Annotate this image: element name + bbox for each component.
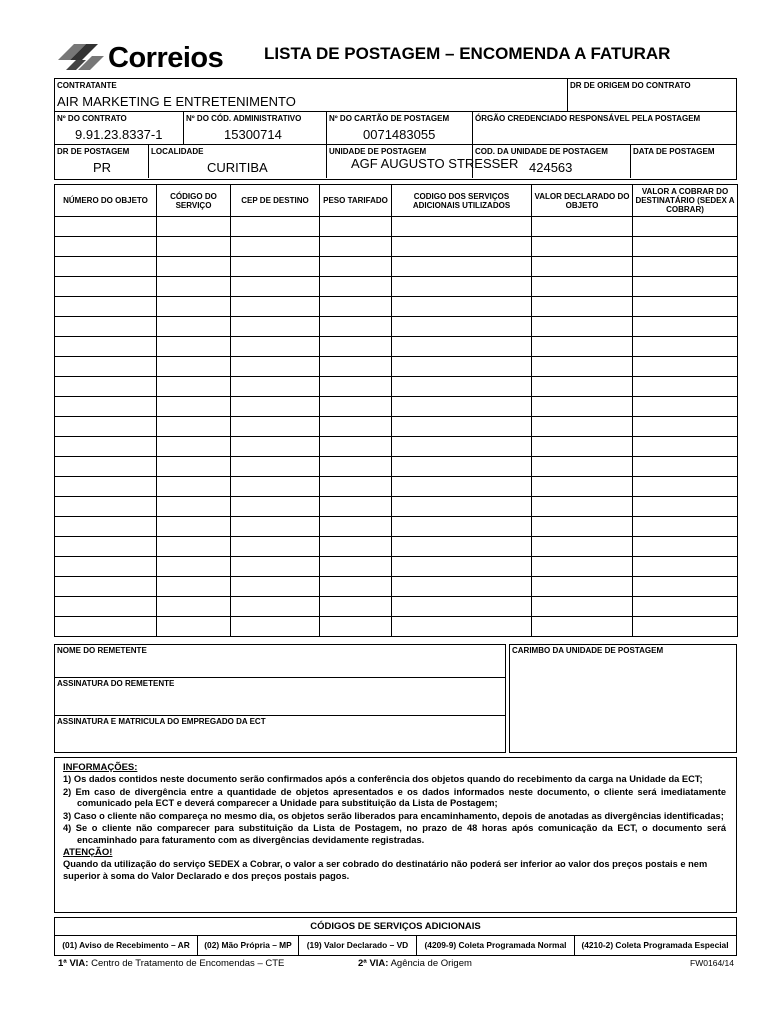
table-cell[interactable]	[392, 497, 532, 517]
dr-postagem-cell[interactable]	[55, 145, 149, 178]
table-cell[interactable]	[633, 377, 738, 397]
table-row	[55, 337, 738, 357]
table-cell[interactable]	[157, 237, 231, 257]
table-row	[55, 617, 738, 637]
table-cell[interactable]	[55, 277, 157, 297]
table-cell[interactable]	[231, 357, 320, 377]
table-cell[interactable]	[320, 497, 392, 517]
cartao-label: Nº DO CARTÃO DE POSTAGEM	[329, 114, 450, 123]
table-cell[interactable]	[157, 257, 231, 277]
table-cell[interactable]	[633, 517, 738, 537]
table-cell[interactable]	[157, 617, 231, 637]
carimbo-block[interactable]	[509, 644, 737, 753]
table-cell[interactable]	[320, 297, 392, 317]
table-cell[interactable]	[633, 417, 738, 437]
table-cell[interactable]	[633, 617, 738, 637]
table-cell[interactable]	[532, 317, 633, 337]
dr-origem-cell[interactable]	[568, 79, 736, 112]
table-cell[interactable]	[633, 397, 738, 417]
table-cell[interactable]	[231, 277, 320, 297]
table-cell[interactable]	[392, 617, 532, 637]
table-cell[interactable]	[231, 317, 320, 337]
via2-text: Agência de Origem	[390, 958, 472, 969]
localidade-value: CURITIBA	[207, 160, 268, 175]
table-cell[interactable]	[633, 217, 738, 237]
table-cell[interactable]	[157, 577, 231, 597]
table-cell[interactable]	[231, 377, 320, 397]
table-cell[interactable]	[392, 397, 532, 417]
table-cell[interactable]	[320, 277, 392, 297]
codigo-item: (02) Mão Própria – MP	[198, 935, 299, 955]
table-cell[interactable]	[320, 257, 392, 277]
table-cell[interactable]	[320, 417, 392, 437]
table-cell[interactable]	[633, 297, 738, 317]
table-cell[interactable]	[320, 317, 392, 337]
codigo-item: (4210-2) Coleta Programada Especial	[581, 940, 729, 950]
table-row	[55, 497, 738, 517]
table-cell[interactable]	[55, 237, 157, 257]
column-header: CEP DE DESTINO	[231, 185, 320, 217]
table-cell[interactable]	[55, 457, 157, 477]
dr-origem-label: DR DE ORIGEM DO CONTRATO	[570, 81, 691, 90]
atencao-text: Quando da utilização do serviço SEDEX a Cobrar, o valor a ser cobrado do destinatário não poderá ser inferior ao valor dos preços postais e nem superior à soma do Valor Declarado e dos preços postais pagos.	[63, 859, 708, 881]
assinatura-remetente-label: ASSINATURA DO REMETENTE	[57, 679, 175, 688]
table-cell[interactable]	[392, 257, 532, 277]
localidade-label: LOCALIDADE	[151, 147, 204, 156]
cod-unidade-label: COD. DA UNIDADE DE POSTAGEM	[475, 147, 608, 156]
cod-adm-cell[interactable]	[184, 112, 327, 145]
codigo-item: (19) Valor Declarado – VD	[299, 935, 417, 955]
page-title: LISTA DE POSTAGEM – ENCOMENDA A FATURAR	[264, 44, 671, 63]
table-cell[interactable]	[231, 557, 320, 577]
table-cell[interactable]	[532, 417, 633, 437]
assinatura-empregado-label: ASSINATURA E MATRICULA DO EMPREGADO DA ECT	[57, 717, 266, 726]
table-row	[55, 597, 738, 617]
table-cell[interactable]	[633, 537, 738, 557]
table-cell[interactable]	[157, 297, 231, 317]
table-cell[interactable]	[392, 557, 532, 577]
table-cell[interactable]	[532, 597, 633, 617]
table-cell[interactable]	[231, 497, 320, 517]
table-cell[interactable]	[532, 277, 633, 297]
table-cell[interactable]	[392, 217, 532, 237]
table-row	[55, 377, 738, 397]
table-cell[interactable]	[157, 377, 231, 397]
table-cell[interactable]	[157, 457, 231, 477]
table-cell[interactable]	[532, 617, 633, 637]
table-cell[interactable]	[231, 457, 320, 477]
cod-unidade-value: 424563	[529, 160, 573, 175]
table-cell[interactable]	[55, 517, 157, 537]
table-cell[interactable]	[532, 397, 633, 417]
table-cell[interactable]	[157, 477, 231, 497]
table-cell[interactable]	[392, 237, 532, 257]
table-cell[interactable]	[320, 437, 392, 457]
column-header: PESO TARIFADO	[320, 185, 392, 217]
codigos-block	[54, 917, 737, 956]
table-cell[interactable]	[231, 517, 320, 537]
table-cell[interactable]	[55, 597, 157, 617]
column-header: CODIGO DOS SERVIÇOS ADICIONAIS UTILIZADOS	[392, 185, 532, 217]
table-cell[interactable]	[532, 577, 633, 597]
orgao-cell[interactable]	[473, 112, 736, 145]
table-row	[55, 217, 738, 237]
assinatura-remetente-field[interactable]	[55, 678, 505, 716]
table-cell[interactable]	[633, 317, 738, 337]
table-cell[interactable]	[231, 257, 320, 277]
table-cell[interactable]	[320, 557, 392, 577]
table-cell[interactable]	[231, 217, 320, 237]
form-code: FW0164/14	[690, 958, 734, 968]
table-row	[55, 257, 738, 277]
table-cell[interactable]	[392, 537, 532, 557]
table-cell[interactable]	[633, 577, 738, 597]
table-cell[interactable]	[55, 537, 157, 557]
cod-unidade-cell[interactable]	[473, 145, 631, 178]
table-cell[interactable]	[532, 537, 633, 557]
objects-table-header	[55, 185, 738, 217]
codigo-item: (01) Aviso de Recebimento – AR	[55, 935, 198, 955]
table-cell[interactable]	[157, 357, 231, 377]
orgao-label: ÓRGÃO CREDENCIADO RESPONSÁVEL PELA POSTAGEM	[475, 114, 701, 123]
table-cell[interactable]	[231, 617, 320, 637]
table-cell[interactable]	[55, 417, 157, 437]
table-cell[interactable]	[55, 297, 157, 317]
cartao-cell[interactable]	[327, 112, 473, 145]
informacoes-block	[54, 757, 737, 913]
objects-table	[54, 184, 738, 637]
table-cell[interactable]	[392, 377, 532, 397]
table-cell[interactable]	[320, 477, 392, 497]
table-cell[interactable]	[320, 237, 392, 257]
contrato-label: Nº DO CONTRATO	[57, 114, 127, 123]
table-cell[interactable]	[55, 317, 157, 337]
data-postagem-label: DATA DE POSTAGEM	[633, 147, 715, 156]
table-row	[55, 457, 738, 477]
table-cell[interactable]	[392, 317, 532, 337]
footer-via1	[58, 958, 284, 969]
nome-remetente-field[interactable]	[55, 645, 505, 678]
table-cell[interactable]	[532, 237, 633, 257]
table-cell[interactable]	[532, 357, 633, 377]
table-cell[interactable]	[157, 557, 231, 577]
table-cell[interactable]	[633, 557, 738, 577]
table-cell[interactable]	[55, 497, 157, 517]
table-cell[interactable]	[231, 537, 320, 557]
table-cell[interactable]	[320, 577, 392, 597]
table-cell[interactable]	[231, 477, 320, 497]
table-cell[interactable]	[231, 417, 320, 437]
table-cell[interactable]	[320, 517, 392, 537]
informacao-item: 1) Os dados contidos neste documento serão confirmados após a conferência dos objetos quando do recebimento da carga na Unidade da ECT;	[63, 774, 703, 784]
table-cell[interactable]	[55, 217, 157, 237]
table-row	[55, 437, 738, 457]
table-cell[interactable]	[320, 377, 392, 397]
table-cell[interactable]	[532, 517, 633, 537]
table-cell[interactable]	[392, 417, 532, 437]
table-row	[55, 357, 738, 377]
correios-logo-icon	[56, 36, 112, 78]
table-cell[interactable]	[231, 237, 320, 257]
table-cell[interactable]	[392, 597, 532, 617]
table-cell[interactable]	[55, 477, 157, 497]
table-cell[interactable]	[392, 517, 532, 537]
table-cell[interactable]	[320, 397, 392, 417]
column-header: CÓDIGO DO SERVIÇO	[157, 185, 231, 217]
table-cell[interactable]	[532, 217, 633, 237]
informacao-item: 4) Se o cliente não comparecer para substituição da Lista de Postagem, no prazo de 48 horas após comunicação da ECT, o documento será encaminhado para faturamento com as divergências devidamente registradas.	[63, 823, 726, 845]
informacoes-heading: INFORMAÇÕES:	[63, 762, 138, 773]
table-cell[interactable]	[392, 577, 532, 597]
contrato-cell[interactable]	[55, 112, 184, 145]
table-cell[interactable]	[157, 337, 231, 357]
unidade-cell[interactable]	[327, 145, 519, 178]
table-cell[interactable]	[392, 357, 532, 377]
table-cell[interactable]	[633, 477, 738, 497]
table-row	[55, 397, 738, 417]
table-cell[interactable]	[55, 577, 157, 597]
table-cell[interactable]	[320, 337, 392, 357]
informacao-item: 2) Em caso de divergência entre a quantidade de objetos apresentados e os dados informados neste documento, o cliente será imediatamente comunicado pela ECT e deverá comparecer a Unidade para substituição da Lista de Postagem;	[63, 786, 726, 808]
table-cell[interactable]	[231, 437, 320, 457]
table-cell[interactable]	[157, 497, 231, 517]
unidade-value: AGF AUGUSTO STRESSER	[351, 156, 519, 171]
table-cell[interactable]	[633, 457, 738, 477]
table-cell[interactable]	[55, 397, 157, 417]
dr-postagem-label: DR DE POSTAGEM	[57, 147, 130, 156]
table-cell[interactable]	[392, 437, 532, 457]
remetente-block	[54, 644, 506, 753]
table-cell[interactable]	[157, 317, 231, 337]
dr-postagem-value: PR	[93, 160, 112, 175]
contratante-value: AIR MARKETING E ENTRETENIMENTO	[57, 94, 296, 109]
table-cell[interactable]	[157, 277, 231, 297]
table-cell[interactable]	[157, 217, 231, 237]
table-cell[interactable]	[532, 557, 633, 577]
table-cell[interactable]	[157, 417, 231, 437]
contratante-cell[interactable]	[55, 79, 568, 112]
via1-label: 1ª VIA:	[58, 958, 89, 969]
table-cell[interactable]	[633, 237, 738, 257]
table-cell[interactable]	[392, 297, 532, 317]
table-cell[interactable]	[157, 397, 231, 417]
table-cell[interactable]	[231, 337, 320, 357]
unidade-label: UNIDADE DE POSTAGEM	[329, 147, 427, 156]
table-cell[interactable]	[633, 337, 738, 357]
table-cell[interactable]	[320, 597, 392, 617]
column-header: NÚMERO DO OBJETO	[55, 185, 157, 217]
table-cell[interactable]	[55, 617, 157, 637]
table-cell[interactable]	[532, 437, 633, 457]
footer-via2	[358, 958, 472, 969]
table-cell[interactable]	[532, 457, 633, 477]
atencao-heading: ATENÇÃO!	[63, 847, 113, 858]
table-cell[interactable]	[532, 297, 633, 317]
table-cell[interactable]	[532, 377, 633, 397]
table-cell[interactable]	[633, 497, 738, 517]
table-cell[interactable]	[157, 597, 231, 617]
objects-table-body	[55, 217, 738, 637]
table-cell[interactable]	[320, 537, 392, 557]
table-cell[interactable]	[55, 337, 157, 357]
table-cell[interactable]	[55, 377, 157, 397]
table-cell[interactable]	[55, 557, 157, 577]
table-cell[interactable]	[532, 337, 633, 357]
cod-adm-value: 15300714	[224, 127, 282, 142]
table-row	[55, 297, 738, 317]
informacoes-list	[63, 774, 726, 846]
table-cell[interactable]	[55, 357, 157, 377]
table-cell[interactable]	[392, 477, 532, 497]
via2-label: 2ª VIA:	[358, 958, 389, 969]
column-header: VALOR DECLARADO DO OBJETO	[532, 185, 633, 217]
nome-remetente-label: NOME DO REMETENTE	[57, 646, 147, 655]
table-cell[interactable]	[633, 357, 738, 377]
table-cell[interactable]	[532, 497, 633, 517]
table-cell[interactable]	[633, 597, 738, 617]
assinatura-empregado-field[interactable]	[55, 716, 505, 751]
codigo-item: (4209-9) Coleta Programada Normal	[417, 935, 575, 955]
contratante-label: CONTRATANTE	[57, 81, 117, 90]
table-cell[interactable]	[532, 257, 633, 277]
informacao-item: 3) Caso o cliente não compareça no mesmo dia, os objetos serão liberados para encaminhamento, depois de anotadas as divergências identificadas;	[63, 810, 724, 821]
table-cell[interactable]	[392, 457, 532, 477]
table-cell[interactable]	[320, 217, 392, 237]
data-postagem-cell[interactable]	[631, 145, 736, 178]
table-cell[interactable]	[157, 517, 231, 537]
table-row	[55, 557, 738, 577]
table-cell[interactable]	[320, 457, 392, 477]
table-row	[55, 477, 738, 497]
table-cell[interactable]	[392, 337, 532, 357]
via1-text: Centro de Tratamento de Encomendas – CTE	[91, 958, 285, 969]
table-row	[55, 417, 738, 437]
table-cell[interactable]	[320, 357, 392, 377]
codigos-heading: CÓDIGOS DE SERVIÇOS ADICIONAIS	[55, 918, 736, 936]
cartao-value: 0071483055	[363, 127, 436, 142]
cod-adm-label: Nº DO CÓD. ADMINISTRATIVO	[186, 114, 302, 123]
table-cell[interactable]	[157, 537, 231, 557]
table-cell[interactable]	[231, 297, 320, 317]
table-cell[interactable]	[633, 277, 738, 297]
table-row	[55, 517, 738, 537]
table-cell[interactable]	[392, 277, 532, 297]
carimbo-label: CARIMBO DA UNIDADE DE POSTAGEM	[512, 646, 664, 655]
contrato-value: 9.91.23.8337-1	[75, 127, 163, 142]
table-row	[55, 237, 738, 257]
table-row	[55, 277, 738, 297]
table-row	[55, 537, 738, 557]
table-cell[interactable]	[231, 577, 320, 597]
table-cell[interactable]	[633, 257, 738, 277]
table-row	[55, 317, 738, 337]
logo-text: Correios	[108, 42, 224, 74]
table-cell[interactable]	[633, 437, 738, 457]
contract-info-block	[54, 78, 737, 180]
table-cell[interactable]	[55, 257, 157, 277]
table-cell[interactable]	[55, 437, 157, 457]
localidade-cell[interactable]	[149, 145, 327, 178]
table-cell[interactable]	[231, 597, 320, 617]
table-cell[interactable]	[532, 477, 633, 497]
column-header: VALOR A COBRAR DO DESTINATÁRIO (SEDEX A COBRAR)	[633, 185, 738, 217]
table-cell[interactable]	[157, 437, 231, 457]
table-cell[interactable]	[231, 397, 320, 417]
table-row	[55, 577, 738, 597]
table-cell[interactable]	[320, 617, 392, 637]
